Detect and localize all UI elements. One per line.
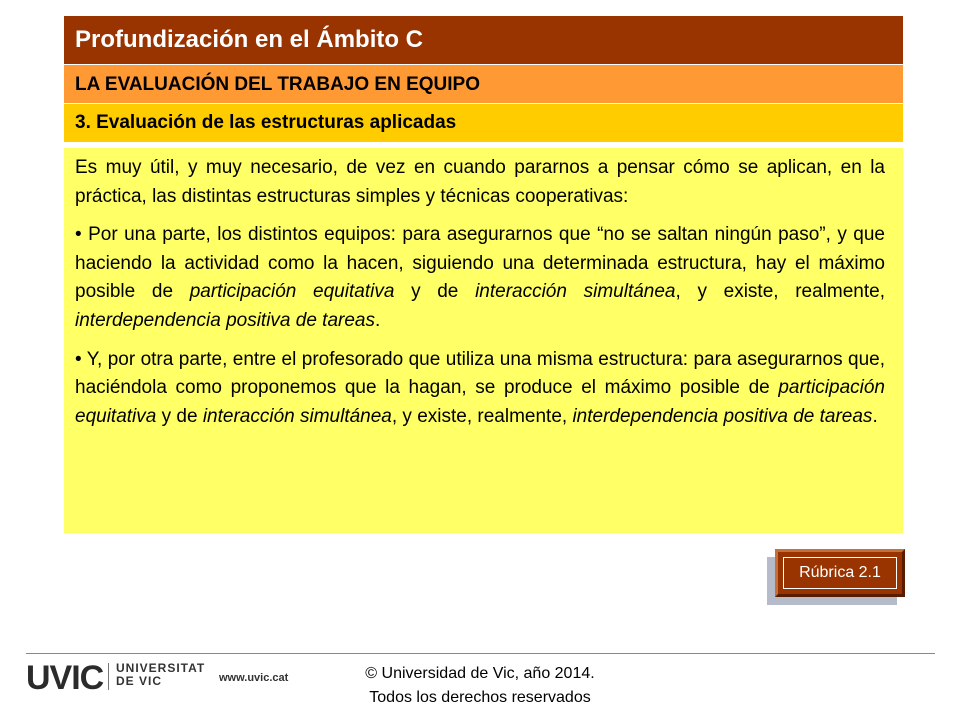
logo-line-2: DE VIC	[116, 674, 163, 688]
slide-title: Profundización en el Ámbito C	[64, 16, 903, 64]
copyright-line-2: Todos los derechos reservados	[369, 689, 591, 706]
bullet-teams-text-2: y de	[394, 281, 476, 303]
bullet-teams-text-1: • Por una parte, los distintos equipos: para asegurarnos que “no se saltan ningún paso”, y que haciendo la actividad como la hacen, siguiendo una determinada estructura, hay el máximo posible de	[75, 224, 885, 303]
bullet-teachers-text-3: , y existe, realmente,	[391, 405, 573, 427]
bullet-teachers-text-2: y de	[156, 405, 203, 427]
footer-divider	[26, 653, 935, 654]
rubric-button[interactable]	[775, 549, 905, 597]
bullet-teachers-text-4: .	[872, 405, 878, 427]
bullet-teams-text-3: , y existe, realmente,	[675, 281, 886, 303]
bullet-teachers-text-1: • Y, por otra parte, entre el profesorado que utiliza una misma estructura: para asegurarnos que, haciéndola como proponemos que la hagan, se produce el máximo posible de	[75, 348, 885, 399]
emphasis-participation: participación equitativa	[189, 281, 395, 303]
copyright-line-1: © Universidad de Vic, año 2014.	[365, 665, 595, 682]
website-link[interactable]: www.uvic.cat	[219, 672, 289, 684]
emphasis-interdependence: interdependencia positiva de tareas	[572, 405, 873, 427]
bullet-teams-text-4: .	[374, 309, 381, 331]
content-box	[64, 148, 903, 533]
emphasis-participation: participación equitativa	[75, 377, 885, 427]
intro-paragraph: Es muy útil, y muy necesario, de vez en cuando pararnos a pensar cómo se aplican, en la práctica, las distintas estructuras simples y técnicas cooperativas:	[75, 157, 885, 207]
slide-subtitle: LA EVALUACIÓN DEL TRABAJO EN EQUIPO	[64, 65, 903, 103]
emphasis-interdependence: interdependencia positiva de tareas	[75, 309, 375, 331]
rubric-button-label: Rúbrica 2.1	[783, 557, 897, 589]
logo-separator	[108, 663, 109, 690]
copyright-notice	[330, 662, 630, 710]
bullet-teams	[75, 221, 885, 335]
uvic-logo: UVIC	[26, 659, 104, 697]
logo-line-1: UNIVERSITAT	[116, 661, 206, 675]
logo-university-name	[116, 662, 205, 688]
emphasis-interaction: interacción simultánea	[475, 281, 676, 303]
emphasis-interaction: interacción simultánea	[202, 405, 392, 427]
section-heading: 3. Evaluación de las estructuras aplicadas	[64, 104, 903, 142]
bullet-teachers	[75, 346, 885, 432]
